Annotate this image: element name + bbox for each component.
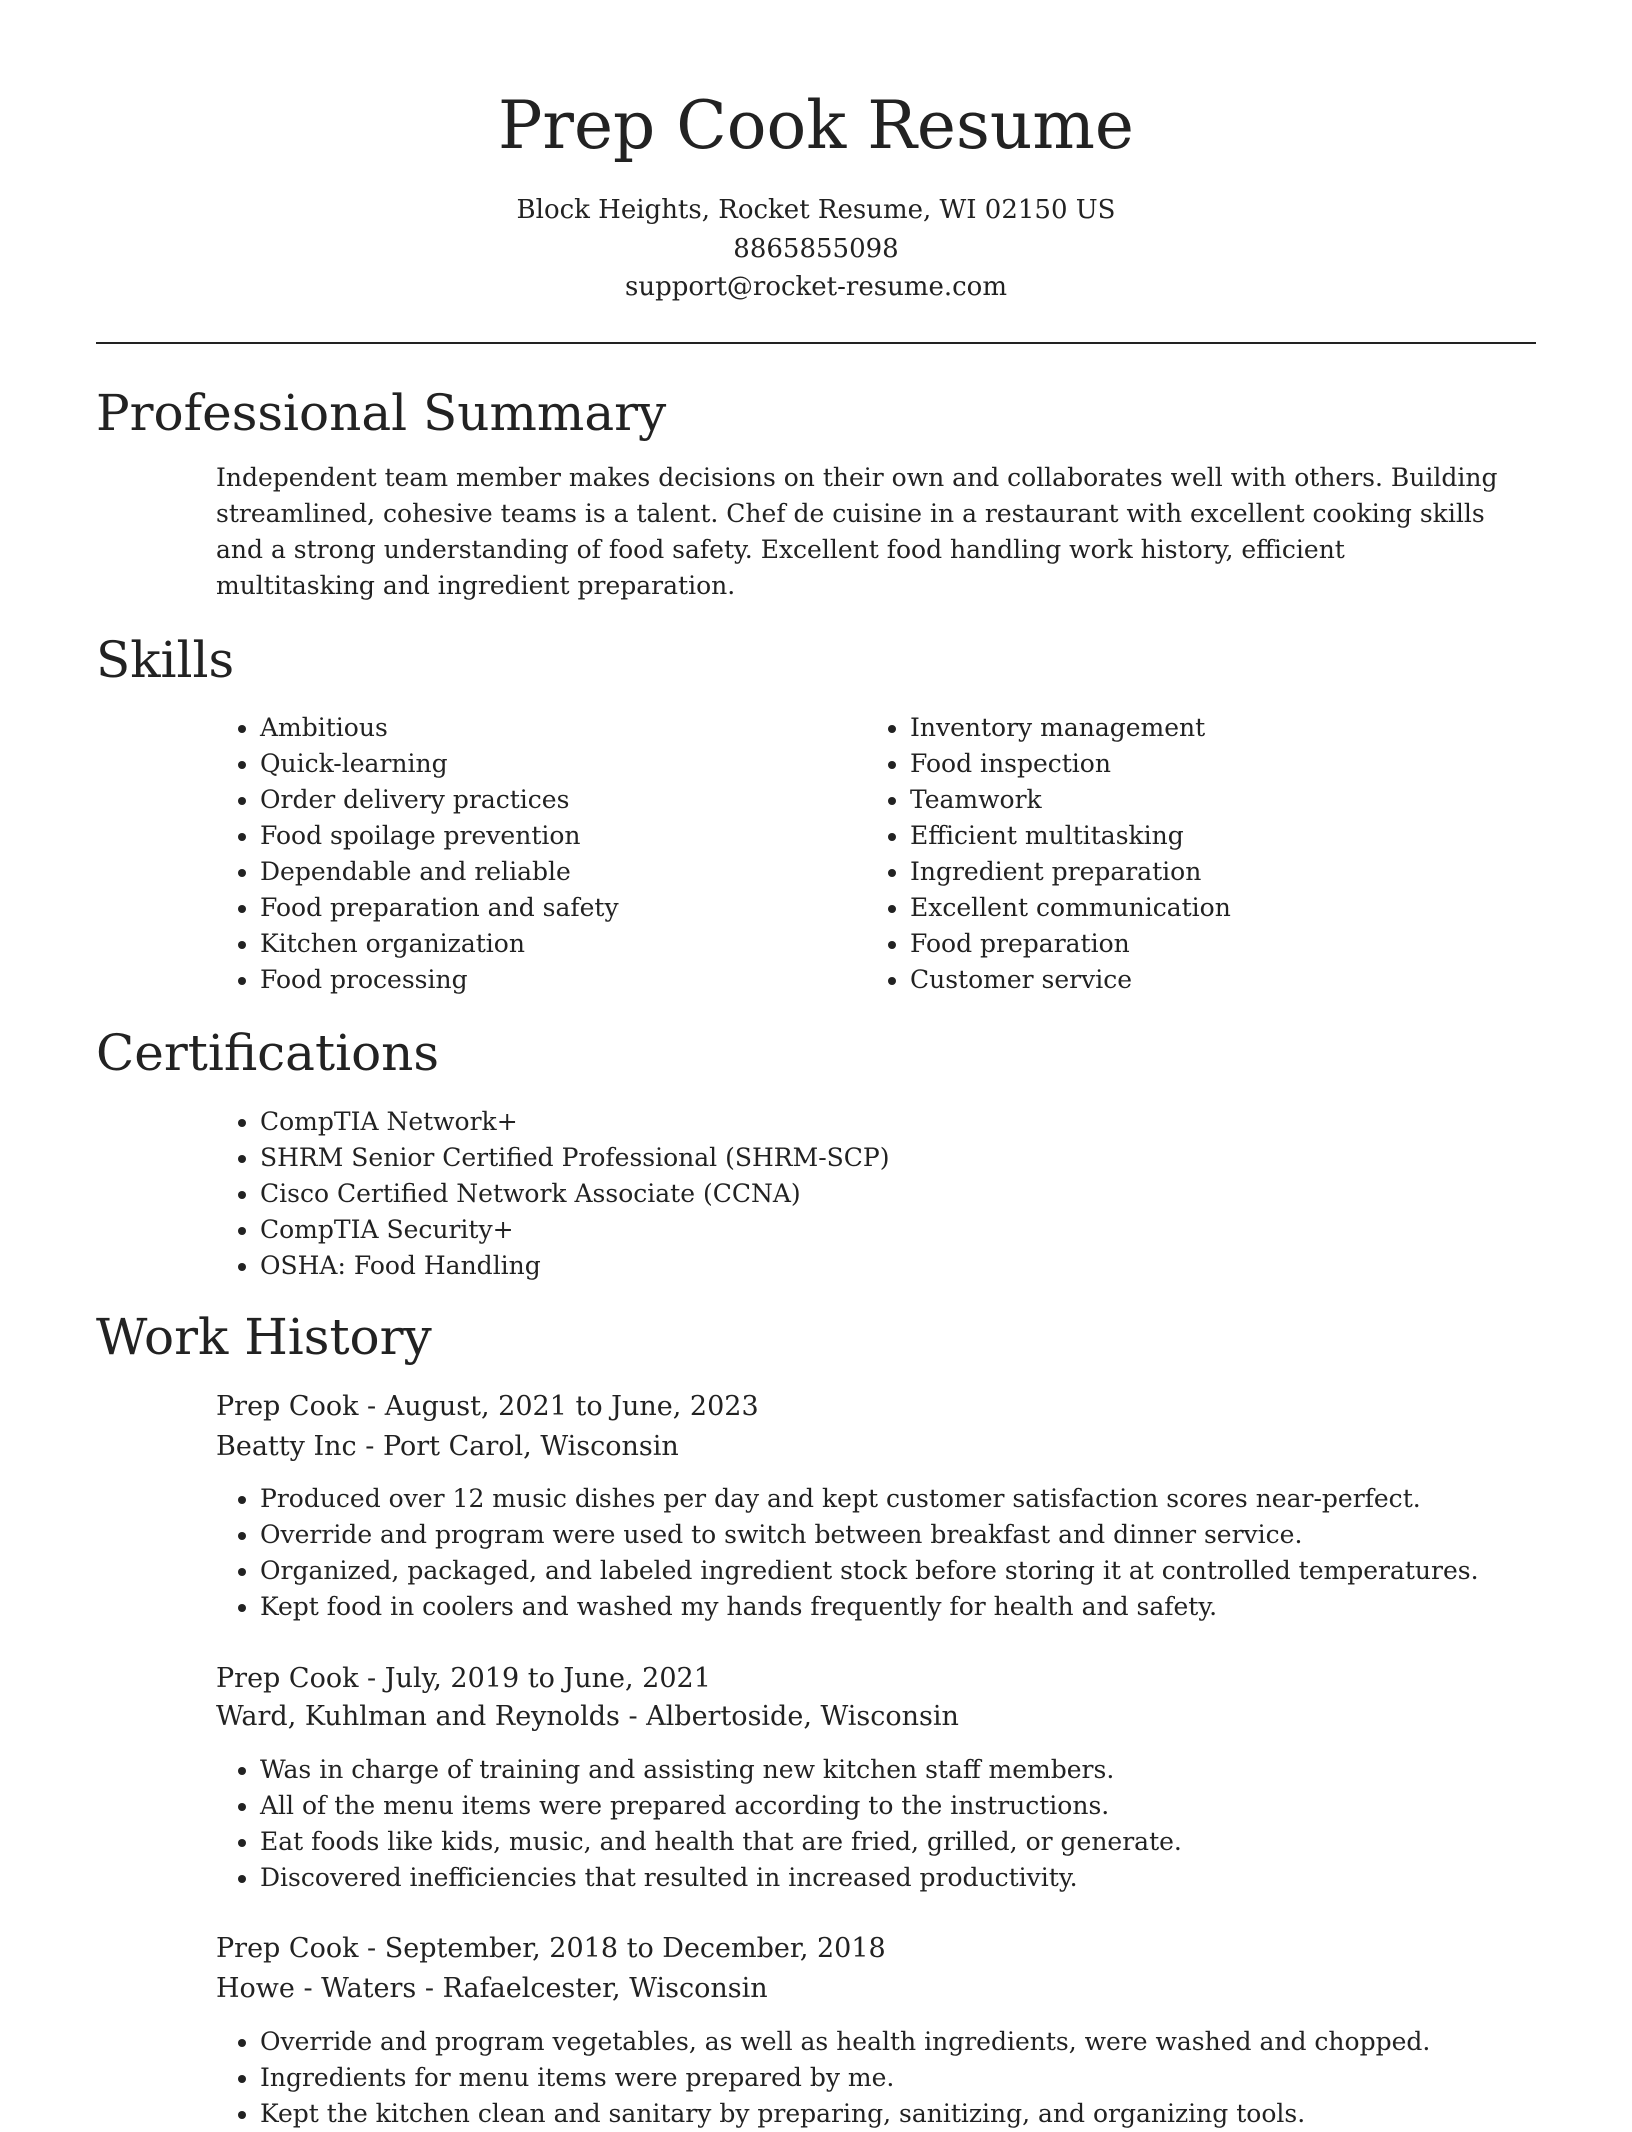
certification-item: • OSHA: Food Handling (260, 1248, 1460, 1284)
certification-item: • CompTIA Security+ (260, 1212, 1460, 1248)
job-role: Prep Cook (216, 1663, 359, 1694)
job-duty: • Eat foods like kids, music, and health that are fried, grilled, or generate. (260, 1824, 1560, 1860)
header-divider (96, 342, 1536, 344)
job-location: Port Carol, Wisconsin (382, 1431, 679, 1462)
job-company: Ward, Kuhlman and Reynolds (216, 1701, 620, 1732)
skill-item: • Food preparation (910, 926, 1510, 962)
job-company-line: Howe - Waters - Rafaelcester, Wisconsin (216, 1973, 768, 2004)
job-duty: • Kept food in coolers and washed my hands frequently for health and safety. (260, 1589, 1560, 1625)
skill-item: • Food preparation and safety (260, 890, 820, 926)
skill-item: • Quick-learning (260, 746, 820, 782)
skills-heading: Skills (96, 631, 235, 689)
skills-list-left (216, 710, 820, 998)
job-dates: August, 2021 to June, 2023 (384, 1391, 759, 1422)
certifications-list (216, 1104, 1460, 1284)
summary-text: Independent team member makes decisions on their own and collaborates well with others. Building streamlined, cohesive teams is a talent. Chef de cuisine in a restaurant with excellent cooking skills and a strong understanding of food safety. Excellent food handling work history, efficient multitasking and ingredient preparation. (216, 463, 1498, 600)
job-duty: • Organized, packaged, and labeled ingredient stock before storing it at controlled temperatures. (260, 1553, 1560, 1589)
skill-item: • Ingredient preparation (910, 854, 1510, 890)
contact-address: Block Heights, Rocket Resume, WI 02150 US (516, 195, 1116, 225)
resume-title: Prep Cook Resume (498, 87, 1134, 164)
skill-item: • Food inspection (910, 746, 1510, 782)
certification-item: • Cisco Certified Network Associate (CCNA) (260, 1176, 1460, 1212)
job-duty: • Override and program vegetables, as well as health ingredients, were washed and chopped. (260, 2024, 1560, 2060)
skills-list-right (866, 710, 1510, 998)
skill-item: • Food spoilage prevention (260, 818, 820, 854)
job-duty: • Override and program were used to switch between breakfast and dinner service. (260, 1517, 1560, 1553)
job-company-line: Beatty Inc - Port Carol, Wisconsin (216, 1431, 679, 1462)
job-title-line: Prep Cook - August, 2021 to June, 2023 (216, 1391, 759, 1422)
skill-item: • Customer service (910, 962, 1510, 998)
work-history-heading: Work History (96, 1308, 432, 1366)
job-duty: • Produced over 12 music dishes per day and kept customer satisfaction scores near-perfect. (260, 1481, 1560, 1517)
job-duty: • Ingredients for menu items were prepared by me. (260, 2060, 1560, 2096)
skill-item: • Kitchen organization (260, 926, 820, 962)
certification-item: • CompTIA Network+ (260, 1104, 1460, 1140)
job-dates: September, 2018 to December, 2018 (384, 1933, 886, 1964)
job-duties-list (216, 1481, 1560, 1625)
contact-phone: 8865855098 (733, 234, 899, 264)
skill-item: • Teamwork (910, 782, 1510, 818)
skill-item: • Excellent communication (910, 890, 1510, 926)
skill-item: • Ambitious (260, 710, 820, 746)
job-role: Prep Cook (216, 1933, 359, 1964)
job-duties-list (216, 1752, 1560, 1896)
job-duty: • Discovered inefficiencies that resulted in increased productivity. (260, 1860, 1560, 1896)
job-location: Albertoside, Wisconsin (646, 1701, 959, 1732)
skill-item: • Inventory management (910, 710, 1510, 746)
skill-item: • Order delivery practices (260, 782, 820, 818)
job-title-line: Prep Cook - July, 2019 to June, 2021 (216, 1663, 711, 1694)
job-company: Beatty Inc (216, 1431, 357, 1462)
skill-item: • Efficient multitasking (910, 818, 1510, 854)
job-duty: • Was in charge of training and assisting new kitchen staff members. (260, 1752, 1560, 1788)
certifications-heading: Certifications (96, 1024, 440, 1082)
skill-item: • Food processing (260, 962, 820, 998)
job-dates: July, 2019 to June, 2021 (384, 1663, 711, 1694)
job-title-line: Prep Cook - September, 2018 to December, 2018 (216, 1933, 886, 1964)
contact-email: support@rocket-resume.com (624, 272, 1007, 302)
job-duty: • All of the menu items were prepared according to the instructions. (260, 1788, 1560, 1824)
job-location: Rafaelcester, Wisconsin (442, 1973, 768, 2004)
job-company-line: Ward, Kuhlman and Reynolds - Albertoside, Wisconsin (216, 1701, 959, 1732)
skill-item: • Dependable and reliable (260, 854, 820, 890)
summary-heading: Professional Summary (96, 384, 667, 442)
certification-item: • SHRM Senior Certified Professional (SHRM-SCP) (260, 1140, 1460, 1176)
job-company: Howe - Waters (216, 1973, 417, 2004)
job-duty: • Kept the kitchen clean and sanitary by preparing, sanitizing, and organizing tools. (260, 2096, 1560, 2132)
job-role: Prep Cook (216, 1391, 359, 1422)
job-duties-list (216, 2024, 1560, 2132)
